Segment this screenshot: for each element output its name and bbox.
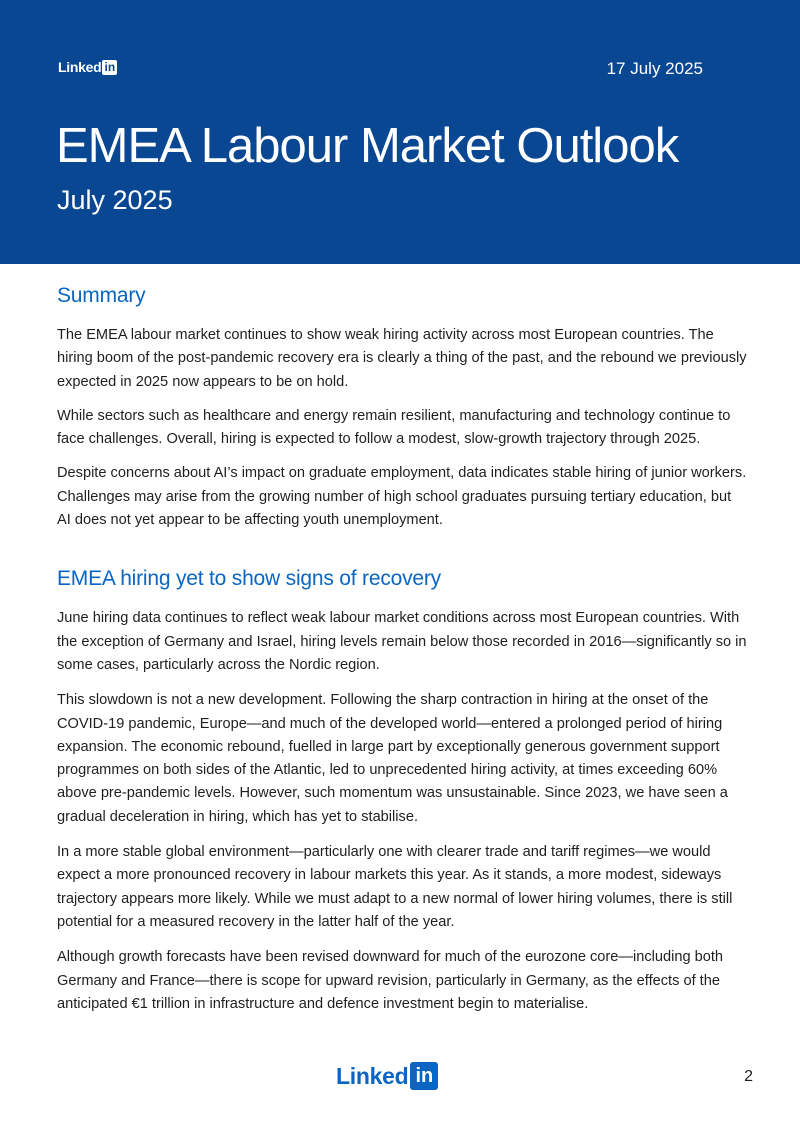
section-paragraph: In a more stable global environment—particularly one with clearer trade and tariff regimes—we would expect a more pronounced recovery in labour markets this year. As it stands, a more modest, sideways trajectory appears more likely. While we must adapt to a new normal of lower hiring volumes, there is still potential for a measured recovery in the latter half of the year.	[57, 844, 733, 930]
section-paragraph: Although growth forecasts have been revised downward for much of the eurozone core—including both Germany and France—there is scope for upward revision, particularly in Germany, as the effects of the anticipated €1 trillion in infrastructure and defence investment begin to materialise.	[57, 949, 724, 1012]
summary-heading: Summary	[57, 284, 146, 307]
page-title: EMEA Labour Market Outlook	[56, 119, 679, 173]
logo-in-box: in	[410, 1062, 438, 1090]
summary-paragraph: Despite concerns about AI’s impact on graduate employment, data indicates stable hiring of junior workers. Challenges may arise from the growing number of high school graduates pursuing tertiary education, but AI does not yet appear to be affecting youth unemployment.	[57, 465, 747, 529]
logo-wordmark: Linked	[58, 59, 102, 75]
section-paragraph: June hiring data continues to reflect weak labour market conditions across most European countries. With the exception of Germany and Israel, hiring levels remain below those recorded in 2016—significantly so in some cases, particularly across the Nordic region.	[57, 610, 747, 673]
report-date: 17 July 2025	[606, 59, 703, 78]
main-content	[57, 284, 747, 1028]
hiring-recovery-heading: EMEA hiring yet to show signs of recovery	[57, 567, 441, 591]
header-banner	[0, 0, 800, 264]
section-paragraph: This slowdown is not a new development. Following the sharp contraction in hiring at the onset of the COVID-19 pandemic, Europe—and much of the developed world—entered a prolonged period of hiring expansion. The economic rebound, fuelled in large part by exceptionally generous government support programmes on both sides of the Atlantic, led to unprecedented hiring activity, at times exceeding 60% above pre-pandemic levels. However, such momentum was unsustainable. Since 2023, we have seen a gradual deceleration in hiring, which has yet to stabilise.	[57, 692, 728, 825]
logo-wordmark: Linked	[336, 1062, 409, 1089]
hiring-recovery-section	[57, 567, 747, 1016]
summary-paragraph: The EMEA labour market continues to show weak hiring activity across most European countries. The hiring boom of the post-pandemic recovery era is clearly a thing of the past, and the rebound we previously expected in 2025 now appears to be on hold.	[57, 327, 747, 390]
footer-linkedin-logo[interactable]	[336, 1062, 438, 1090]
summary-paragraph: While sectors such as healthcare and energy remain resilient, manufacturing and technology continue to face challenges. Overall, hiring is expected to follow a modest, slow-growth trajectory through 2025.	[57, 407, 731, 448]
linkedin-logo[interactable]	[58, 59, 117, 75]
page-subtitle: July 2025	[57, 185, 173, 215]
page-number: 2	[744, 1068, 753, 1085]
summary-section	[57, 284, 747, 532]
logo-in-box: in	[102, 60, 117, 75]
